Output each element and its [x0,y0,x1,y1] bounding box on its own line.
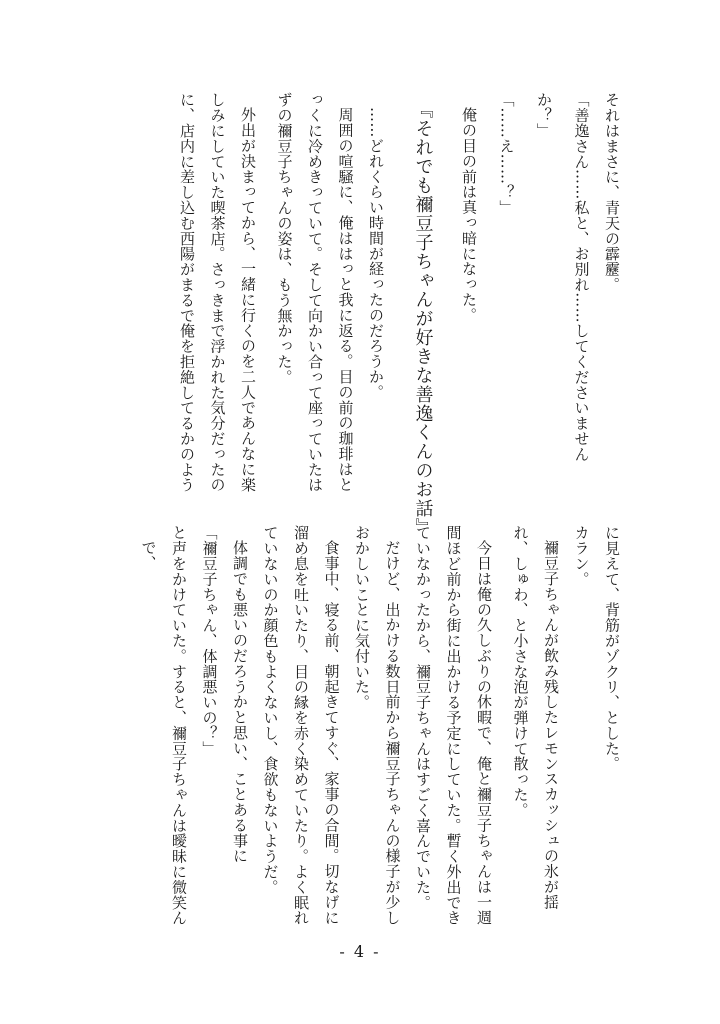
text-line: ていなかったから、禰豆子ちゃんはすごく喜んでいた。 [414,525,432,910]
upper-text-block [172,92,628,537]
text-line: 「禰豆子ちゃん、体調悪いの？」 [200,525,219,756]
text-line: 食事中、寝る前、朝起きてすぐ、家事の合間。切なげに [322,540,341,925]
lower-text-block [133,525,627,926]
text-line: 「善逸さん……私と、お別れ……してくださいません [572,92,591,462]
text-line: 禰豆子ちゃんが飲み残したレモンスカッシュの氷が揺 [542,540,560,910]
text-line: だけど、出かける数日前から禰豆子ちゃんの様子が少し [383,540,402,925]
text-line: カラン。 [572,525,591,587]
text-line: と声をかけていた。すると、禰豆子ちゃんは曖昧に微笑ん [170,525,188,926]
text-line: 体調でも悪いのだろうかと思い、ことある事に [231,540,249,864]
text-line: っくに冷めきっていて。そして向かい合って座っていたは [306,92,324,493]
text-line: ずの禰豆子ちゃんの姿は、もう無かった。 [275,92,294,385]
text-line: で、 [139,540,158,571]
text-line: 「……え……？」 [497,92,516,216]
text-line: しみにしていた喫茶店。さっきまで浮かれた気分だったの [208,92,227,493]
text-line: 俺の目の前は真っ暗になった。 [460,107,478,323]
text-line: ていないのか顔色もよくないし、食欲もないようだ。 [261,525,280,895]
text-line: ……どれくらい時間が経ったのだろうか。 [367,107,385,400]
text-line: 間ほど前から街に出かける予定にしていた。暫く外出でき [444,525,463,926]
text-line: 外出が決まってから、一緒に行くのを二人であんなに楽 [239,107,257,492]
text-line: れ、しゅわ、と小さな泡が弾けて散った。 [511,525,530,818]
story-title: 『それでも禰豆子ちゃんが好きな善逸くんのお話』 [412,100,434,537]
text-line: に、店内に差し込む西陽がまるで俺を拒絶してるかのよう [178,92,196,493]
text-line: 周囲の喧騒に、俺ははっと我に返る。目の前の珈琲はと [336,107,355,492]
text-line: に見えて、背筋がゾクリ、とした。 [603,525,621,772]
text-line: 今日は俺の久しぶりの休暇で、俺と禰豆子ちゃんは一週 [475,540,493,925]
text-line: 溜め息を吐いたり、目の縁を赤く染めていたり。よく眠れ [292,525,310,926]
text-line: か？」 [535,92,553,139]
text-line: それはまさに、青天の霹靂。 [603,92,621,293]
page-number: - 4 - [339,942,381,961]
text-line: おかしいことに気付いた。 [353,525,371,710]
